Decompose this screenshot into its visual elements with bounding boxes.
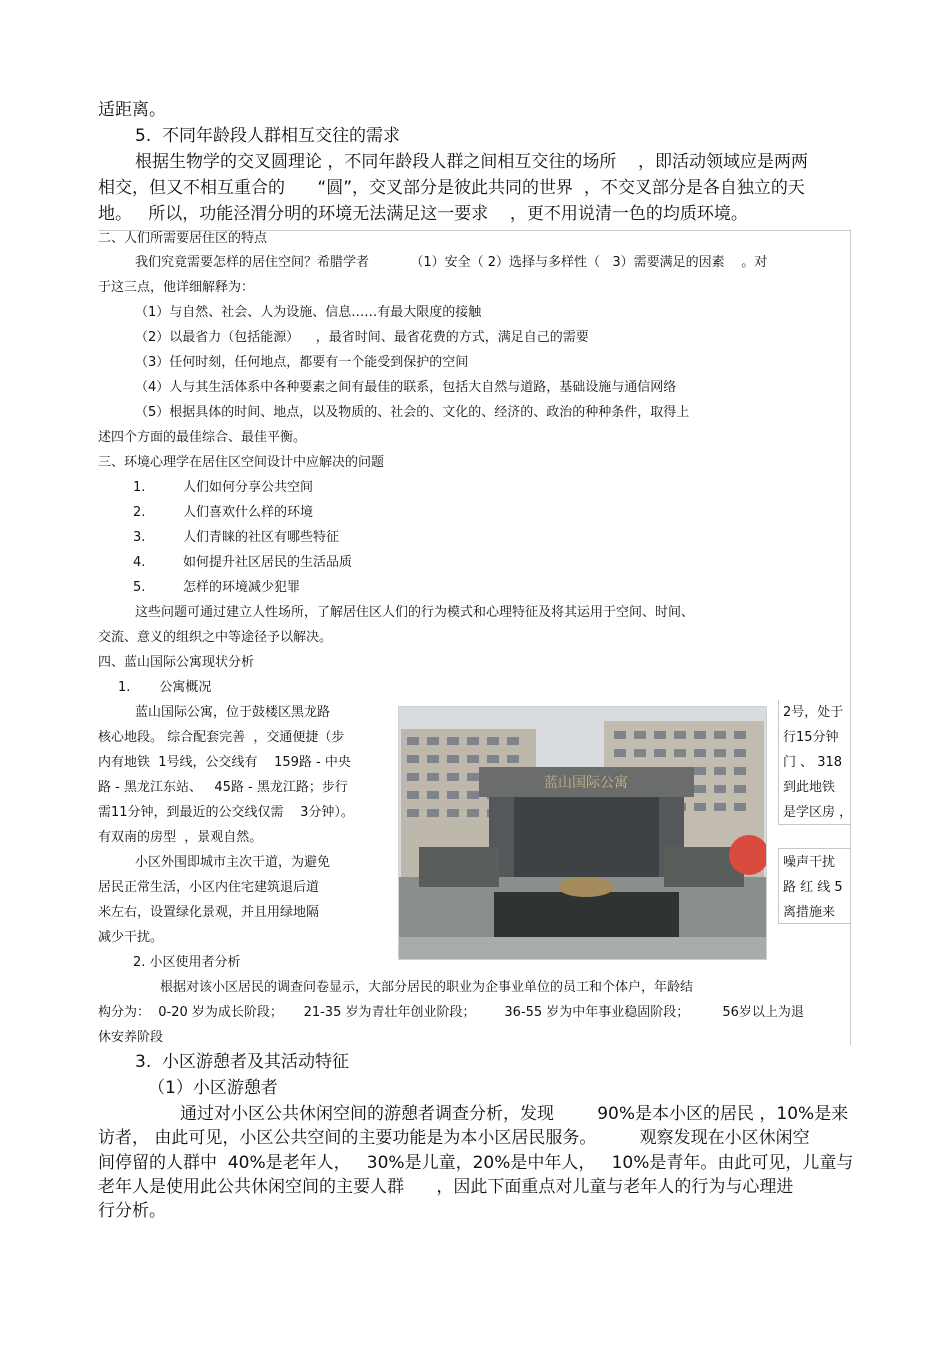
list-number: 4. [133,555,146,570]
section-title: 三、环境心理学在居住区空间设计中应解决的问题 [98,455,385,470]
paragraph-line: 米左右，设置绿化景观，并且用绿地隔 [98,905,320,920]
paragraph-line: 根据对该小区居民的调查问卷显示，大部分居民的职业为企事业单位的员工和个体户，年龄结 [160,980,694,995]
list-item: 人们如何分享公共空间 [183,480,314,495]
paragraph-fragment: 路 红 线 5 [783,880,843,895]
paragraph-line: 核心地段。 综合配套完善 ，交通便捷（步 [98,730,345,745]
list-item: （3）任何时刻，任何地点，都要有一个能受到保护的空间 [135,355,469,370]
text-line: 地。 所以，功能泾渭分明的环境无法满足这一要求 ，更不用说清一色的均质环境。 [98,204,748,224]
list-number: 3. [133,530,146,545]
paragraph-fragment: 是学区房 ， [783,805,853,820]
frame-bottom-border [778,923,851,924]
frame-left-border [778,848,779,924]
paragraph-fragment: 离措施来 [783,905,836,920]
paragraph-fragment: 2号，处于 [783,705,844,720]
list-number: 1. [133,480,146,495]
paragraph-line: 交流、意义的组织之中等途径予以解决。 [98,630,333,645]
svg-text:蓝山国际公寓: 蓝山国际公寓 [544,775,628,791]
paragraph-line: 路 - 黑龙江东站、 45路 - 黑龙江路；步行 [98,780,348,795]
list-item: 人们喜欢什么样的环境 [183,505,314,520]
paragraph-line: 需11分钟，到最近的公交线仅需 3分钟）。 [98,805,354,820]
paragraph-line: 构分为： 0-20 岁为成长阶段； 21-35 岁为青壮年创业阶段； 36-55 岁为中年事业稳固阶段； 56岁以上为退 [98,1005,804,1020]
paragraph-line: 减少干扰。 [98,930,164,945]
paragraph-line: 这些问题可通过建立人性场所，了解居住区人们的行为模式和心理特征及将其运用于空间、时间、 [135,605,695,620]
paragraph-line: 有双南的房型 ，景观自然。 [98,830,263,845]
paragraph-line: 休安养阶段 [98,1030,164,1045]
text-line: 相交，但又不相互重合的 “圆”，交叉部分是彼此共同的世界 ，不交叉部分是各自独立的天 [98,178,805,198]
list-item-continuation: 述四个方面的最佳综合、最佳平衡。 [98,430,307,445]
list-item: 如何提升社区居民的生活品质 [183,555,353,570]
paragraph-fragment: 到此地铁 [783,780,836,795]
text-line: 根据生物学的交叉圆理论 ，不同年龄段人群之间相互交往的场所 ，即活动领域应是两两 [135,152,809,172]
text-line: 行分析。 [98,1201,166,1221]
text-line: 间停留的人群中 40%是老年人， 30%是儿童，20%是中年人， 10%是青年。由此可见，儿童与 [98,1153,854,1173]
section-title: 四、蓝山国际公寓现状分析 [98,655,255,670]
list-number: 5. [133,580,146,595]
paragraph-line: 于这三点，他详细解释为： [98,280,255,295]
paragraph-line: 我们究竟需要怎样的居住空间？希腊学者 （1）安全（ 2）选择与多样性（ 3）需要满足的因素 。对 [135,255,768,270]
paragraph-line: 蓝山国际公寓，位于鼓楼区黑龙路 [135,705,331,720]
subsection-title: 2. 小区使用者分析 [133,955,241,970]
text-line: 适距离。 [98,100,166,120]
paragraph-line: 居民正常生活，小区内住宅建筑退后道 [98,880,320,895]
list-item: （5）根据具体的时间、地点，以及物质的、社会的、文化的、经济的、政治的种种条件，取得上 [135,405,690,420]
frame-left-border [778,700,779,825]
frame-bottom-border [778,824,851,825]
section-heading: 5. 不同年龄段人群相互交往的需求 [135,126,401,146]
section-title: 二、人们所需要居住区的特点 [98,231,268,246]
list-item: 怎样的环境减少犯罪 [183,580,301,595]
apartment-entrance-photo [398,706,767,960]
list-item: （2）以最省力（包括能源） ，最省时间、最省花费的方式，满足自己的需要 [135,330,589,345]
paragraph-fragment: 门 、 318 [783,755,843,770]
list-item: 人们青睐的社区有哪些特征 [183,530,340,545]
subsection-title: 1. 公寓概况 [118,680,212,695]
text-line: 老年人是使用此公共休闲空间的主要人群 ，因此下面重点对儿童与老年人的行为与心理进 [98,1177,794,1197]
paragraph-line: 内有地铁 1号线，公交线有 159路 - 中央 [98,755,351,770]
subsection-heading: （1）小区游憩者 [148,1078,278,1098]
paragraph-fragment: 噪声干扰 [783,855,836,870]
text-line: 通过对小区公共休闲空间的游憩者调查分析，发现 90%是本小区的居民 ，10%是来 [180,1104,849,1124]
list-item: （4）人与其生活体系中各种要素之间有最佳的联系，包括大自然与道路，基础设施与通信网络 [135,380,677,395]
list-item: （1）与自然、社会、人为设施、信息……有最大限度的接触 [135,305,482,320]
list-number: 2. [133,505,146,520]
frame-top-border [778,848,851,849]
section-heading: 3. 小区游憩者及其活动特征 [135,1052,350,1072]
paragraph-line: 小区外围即城市主次干道，为避免 [135,855,331,870]
text-line: 访者， 由此可见，小区公共空间的主要功能是为本小区居民服务。 观察发现在小区休闲空 [98,1128,810,1148]
paragraph-fragment: 行15分钟 [783,730,839,745]
